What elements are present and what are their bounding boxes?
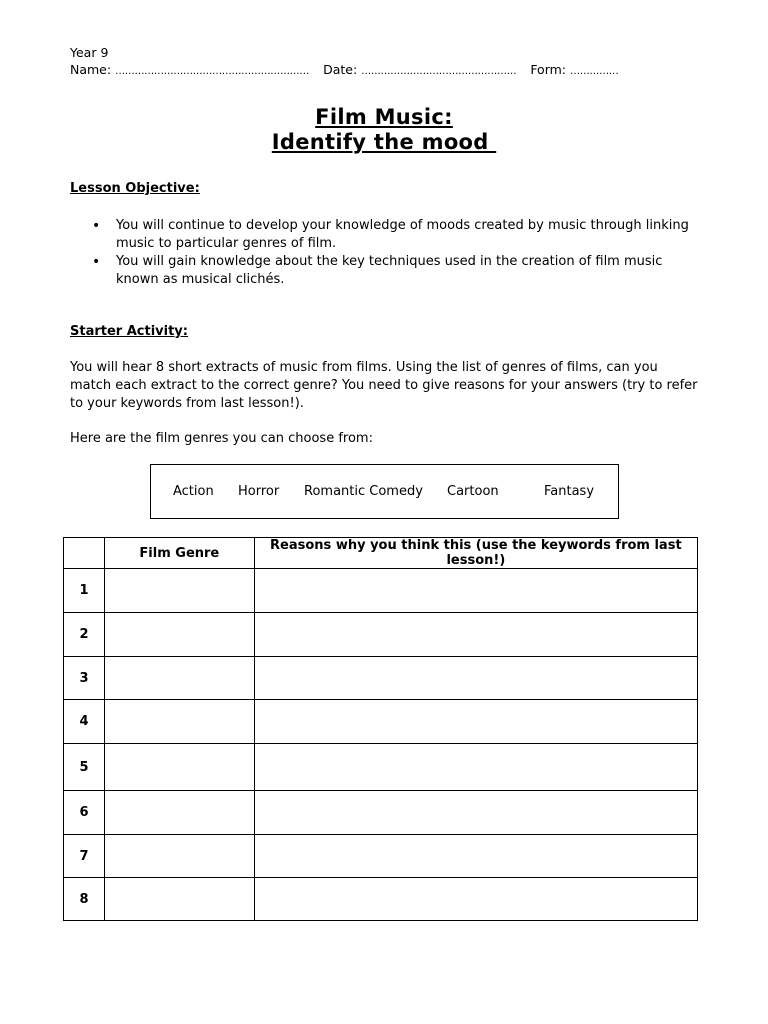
row-number: 3 [64, 657, 105, 700]
genre-answer-cell[interactable] [104, 744, 254, 791]
table-header-cell: Reasons why you think this (use the keywords from last lesson!) [254, 538, 697, 569]
lesson-objective-heading: Lesson Objective: [70, 181, 200, 196]
row-number: 6 [64, 791, 105, 835]
genre-answer-cell[interactable] [104, 835, 254, 878]
table-header-row [64, 538, 698, 569]
genre-option: Romantic Comedy [304, 484, 423, 499]
bullet-icon: • [92, 218, 101, 234]
form-label: Form: [530, 62, 567, 77]
genre-answer-cell[interactable] [104, 700, 254, 744]
table-row [64, 613, 698, 657]
genre-answer-cell[interactable] [104, 613, 254, 657]
objective-item: • You will continue to develop your knowledge of moods created by music through linking music to particular genres of film. [92, 218, 689, 251]
form-field[interactable]: …………… [570, 66, 619, 77]
genre-answer-cell[interactable] [104, 878, 254, 921]
table-row [64, 569, 698, 613]
name-field[interactable]: …………………………………………………… [115, 66, 310, 77]
table-row [64, 744, 698, 791]
row-number: 4 [64, 700, 105, 744]
reason-answer-cell[interactable] [254, 569, 697, 613]
reason-answer-cell[interactable] [254, 878, 697, 921]
date-label: Date: [323, 62, 358, 77]
reason-answer-cell[interactable] [254, 791, 697, 835]
date-field[interactable]: ………………………………………… [361, 66, 517, 77]
genre-answer-cell[interactable] [104, 791, 254, 835]
row-number: 5 [64, 744, 105, 791]
table-row [64, 700, 698, 744]
objective-list [70, 217, 695, 289]
genre-option: Action [173, 484, 214, 499]
genre-answer-cell[interactable] [104, 569, 254, 613]
table-row [64, 791, 698, 835]
genres-intro: Here are the film genres you can choose from: [70, 431, 373, 446]
row-number: 8 [64, 878, 105, 921]
table-row [64, 878, 698, 921]
answer-table [63, 537, 698, 921]
reason-answer-cell[interactable] [254, 657, 697, 700]
header-fields [70, 61, 619, 80]
genre-options-box [150, 464, 619, 519]
genre-answer-cell[interactable] [104, 657, 254, 700]
table-row [64, 657, 698, 700]
genre-option: Cartoon [447, 484, 499, 499]
reason-answer-cell[interactable] [254, 613, 697, 657]
genre-option: Horror [238, 484, 280, 499]
page-title: Film Music: [315, 105, 453, 129]
row-number: 2 [64, 613, 105, 657]
reason-answer-cell[interactable] [254, 744, 697, 791]
table-header-cell: Film Genre [104, 538, 254, 569]
reason-answer-cell[interactable] [254, 835, 697, 878]
table-row [64, 835, 698, 878]
starter-paragraph: You will hear 8 short extracts of music from films. Using the list of genres of films, can you match each extract to the correct genre? You need to give reasons for your answers (try to refer to your keywords from last lesson!). [70, 360, 698, 411]
year-label: Year 9 [70, 45, 109, 60]
objective-item: • You will gain knowledge about the key techniques used in the creation of film music known as musical clichés. [92, 254, 663, 287]
starter-activity-heading: Starter Activity: [70, 324, 188, 339]
row-number: 1 [64, 569, 105, 613]
bullet-icon: • [92, 254, 101, 270]
name-label: Name: [70, 62, 112, 77]
table-header-cell [64, 538, 105, 569]
page-subtitle: Identify the mood [271, 130, 497, 154]
reason-answer-cell[interactable] [254, 700, 697, 744]
row-number: 7 [64, 835, 105, 878]
genre-option: Fantasy [544, 484, 595, 499]
